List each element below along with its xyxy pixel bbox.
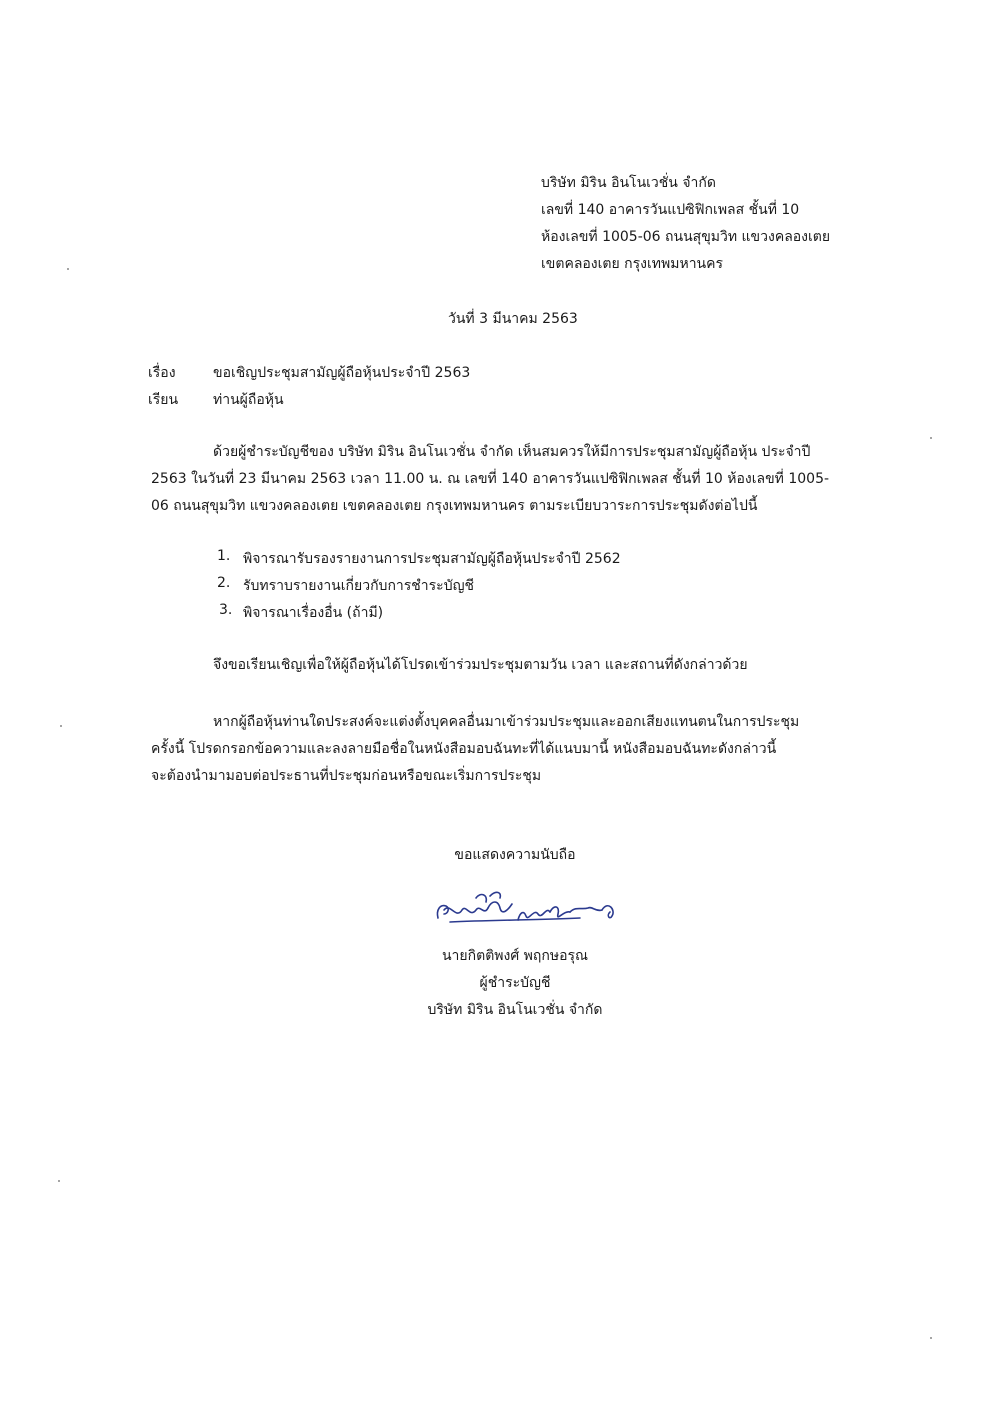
- sender-company: บริษัท มิริน อินโนเวชั่น จำกัด: [541, 175, 716, 191]
- scan-speck: [58, 1180, 60, 1182]
- sender-address-line: เลขที่ 140 อาคารวันแปซิฟิกเพลส ชั้นที่ 10: [541, 202, 800, 218]
- signer-name: นายกิตติพงศ์ พฤกษอรุณ: [441, 948, 589, 964]
- recipient-value: ท่านผู้ถือหุ้น: [213, 392, 284, 408]
- handwritten-signature: [430, 880, 630, 930]
- agenda-item: พิจารณารับรองรายงานการประชุมสามัญผู้ถือหุ้นประจำปี 2562: [243, 551, 621, 567]
- paragraph-line: ด้วยผู้ชำระบัญชีของ บริษัท มิริน อินโนเวชั่น จำกัด เห็นสมควรให้มีการประชุมสามัญผู้ถือหุ้น ประจำปี: [213, 444, 811, 460]
- agenda-item: พิจารณาเรื่องอื่น (ถ้ามี): [243, 605, 384, 621]
- paragraph-line: 06 ถนนสุขุมวิท แขวงคลองเตย เขตคลองเตย กรุงเทพมหานคร ตามระเบียบวาระการประชุมดังต่อไปนี้: [151, 498, 758, 514]
- scan-speck: [930, 1337, 932, 1339]
- paragraph-line: ครั้งนี้ โปรดกรอกข้อความและลงลายมือชื่อในหนังสือมอบฉันทะที่ได้แนบมานี้ หนังสือมอบฉันทะดังกล่าวนี้: [151, 741, 777, 757]
- agenda-number: 1.: [217, 548, 231, 564]
- signer-company: บริษัท มิริน อินโนเวชั่น จำกัด: [427, 1002, 603, 1018]
- agenda-item: รับทราบรายงานเกี่ยวกับการชำระบัญชี: [243, 578, 475, 594]
- subject-label: เรื่อง: [148, 365, 176, 381]
- scan-speck: [930, 437, 932, 439]
- sender-address-line: ห้องเลขที่ 1005-06 ถนนสุขุมวิท แขวงคลองเตย: [541, 229, 831, 245]
- paragraph-line: จะต้องนำมามอบต่อประธานที่ประชุมก่อนหรือขณะเริ่มการประชุม: [151, 768, 542, 784]
- agenda-number: 2.: [217, 575, 231, 591]
- recipient-label: เรียน: [148, 392, 179, 408]
- signer-title: ผู้ชำระบัญชี: [479, 975, 551, 991]
- paragraph-line: หากผู้ถือหุ้นท่านใดประสงค์จะแต่งตั้งบุคคลอื่นมาเข้าร่วมประชุมและออกเสียงแทนตนในการประชุม: [213, 714, 800, 730]
- scan-speck: [60, 725, 62, 727]
- subject-value: ขอเชิญประชุมสามัญผู้ถือหุ้นประจำปี 2563: [213, 365, 471, 381]
- agenda-number: 3.: [219, 602, 233, 618]
- scan-speck: [67, 268, 69, 270]
- closing-salutation: ขอแสดงความนับถือ: [454, 847, 576, 863]
- letter-date: วันที่ 3 มีนาคม 2563: [448, 311, 578, 327]
- sender-address-line: เขตคลองเตย กรุงเทพมหานคร: [541, 256, 724, 272]
- paragraph-line: 2563 ในวันที่ 23 มีนาคม 2563 เวลา 11.00 น. ณ เลขที่ 140 อาคารวันแปซิฟิกเพลส ชั้นที่ 10 ห้องเลขที่ 1005-: [151, 471, 830, 487]
- body-paragraph-2: จึงขอเรียนเชิญเพื่อให้ผู้ถือหุ้นได้โปรดเข้าร่วมประชุมตามวัน เวลา และสถานที่ดังกล่าวด้วย: [213, 657, 748, 673]
